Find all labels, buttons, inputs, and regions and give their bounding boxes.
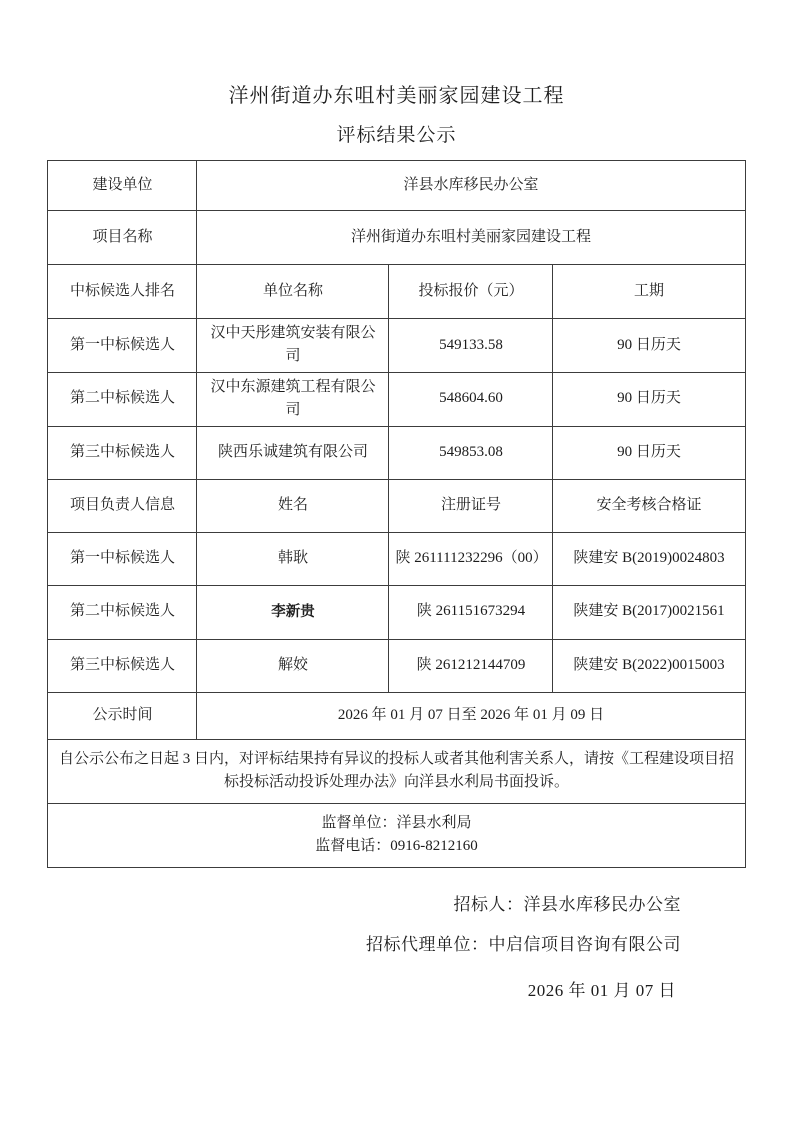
rank-cell: 第二中标候选人	[48, 585, 197, 639]
safety-cert-cell: 陕建安 B(2022)0015003	[553, 639, 745, 692]
company-cell: 陕西乐诚建筑有限公司	[197, 426, 389, 479]
notice-text: 自公示公布之日起 3 日内，对评标结果持有异议的投标人或者其他利害关系人，请按《工程建设项目招标投标活动投诉处理办法》向洋县水利局书面投诉。	[48, 739, 745, 803]
name-cell: 李新贵	[197, 585, 389, 639]
cert-no-cell: 陕 261212144709	[389, 639, 553, 692]
footer-agency: 招标代理单位：中启信项目咨询有限公司	[366, 934, 681, 954]
signature-block	[0, 894, 793, 1001]
info-value-cell: 洋县水库移民办公室	[197, 161, 745, 211]
notice-row	[48, 739, 745, 803]
duration-cell: 90 日历天	[553, 372, 745, 426]
company-cell: 汉中天彤建筑安装有限公司	[197, 319, 389, 373]
supervision-phone: 监督电话：0916-8212160	[315, 838, 478, 854]
info-label-cell: 建设单位	[48, 161, 197, 211]
name-cell: 韩耿	[197, 532, 389, 585]
column-header-rank: 中标候选人排名	[48, 265, 197, 319]
cert-no-cell: 陕 261151673294	[389, 585, 553, 639]
page-title: 洋州街道办东咀村美丽家园建设工程	[228, 85, 565, 107]
rank-cell: 第二中标候选人	[48, 372, 197, 426]
footer-date: 2026 年 01 月 07 日	[527, 980, 676, 1000]
footer-tenderee: 招标人：洋县水库移民办公室	[453, 894, 681, 914]
bid-header-row	[48, 265, 745, 319]
table-row	[48, 426, 745, 479]
rank-cell: 第三中标候选人	[48, 426, 197, 479]
table-row	[48, 639, 745, 692]
publicity-label-cell: 公示时间	[48, 692, 197, 739]
price-cell: 549853.08	[389, 426, 553, 479]
column-header-name: 姓名	[197, 479, 389, 532]
price-cell: 548604.60	[389, 372, 553, 426]
table-row	[48, 585, 745, 639]
column-header-duration: 工期	[553, 265, 745, 319]
name-cell: 解姣	[197, 639, 389, 692]
safety-cert-cell: 陕建安 B(2017)0021561	[553, 585, 745, 639]
table-row	[48, 319, 745, 373]
bid-result-table	[47, 160, 745, 868]
column-header-price: 投标报价（元）	[389, 265, 553, 319]
column-header-cert-no: 注册证号	[389, 479, 553, 532]
column-header-manager-info: 项目负责人信息	[48, 479, 197, 532]
info-label-cell: 项目名称	[48, 211, 197, 265]
info-value-cell: 洋州街道办东咀村美丽家园建设工程	[197, 211, 745, 265]
supervision-row	[48, 803, 745, 867]
table-row	[48, 532, 745, 585]
duration-cell: 90 日历天	[553, 319, 745, 373]
rank-cell: 第三中标候选人	[48, 639, 197, 692]
supervision-unit: 监督单位：洋县水利局	[321, 814, 472, 831]
rank-cell: 第一中标候选人	[48, 319, 197, 373]
table-row	[48, 372, 745, 426]
price-cell: 549133.58	[389, 319, 553, 373]
cert-no-cell: 陕 261111232296（00）	[389, 532, 553, 585]
rank-cell: 第一中标候选人	[48, 532, 197, 585]
manager-header-row	[48, 479, 745, 532]
table-row	[48, 211, 745, 265]
safety-cert-cell: 陕建安 B(2019)0024803	[553, 532, 745, 585]
publicity-row	[48, 692, 745, 739]
table-row	[48, 161, 745, 211]
column-header-company: 单位名称	[197, 265, 389, 319]
column-header-safety-cert: 安全考核合格证	[553, 479, 745, 532]
supervision-cell	[48, 803, 745, 867]
duration-cell: 90 日历天	[553, 426, 745, 479]
page-subtitle: 评标结果公示	[336, 125, 457, 146]
company-cell: 汉中东源建筑工程有限公司	[197, 372, 389, 426]
publicity-value-cell: 2026 年 01 月 07 日至 2026 年 01 月 09 日	[197, 692, 745, 739]
